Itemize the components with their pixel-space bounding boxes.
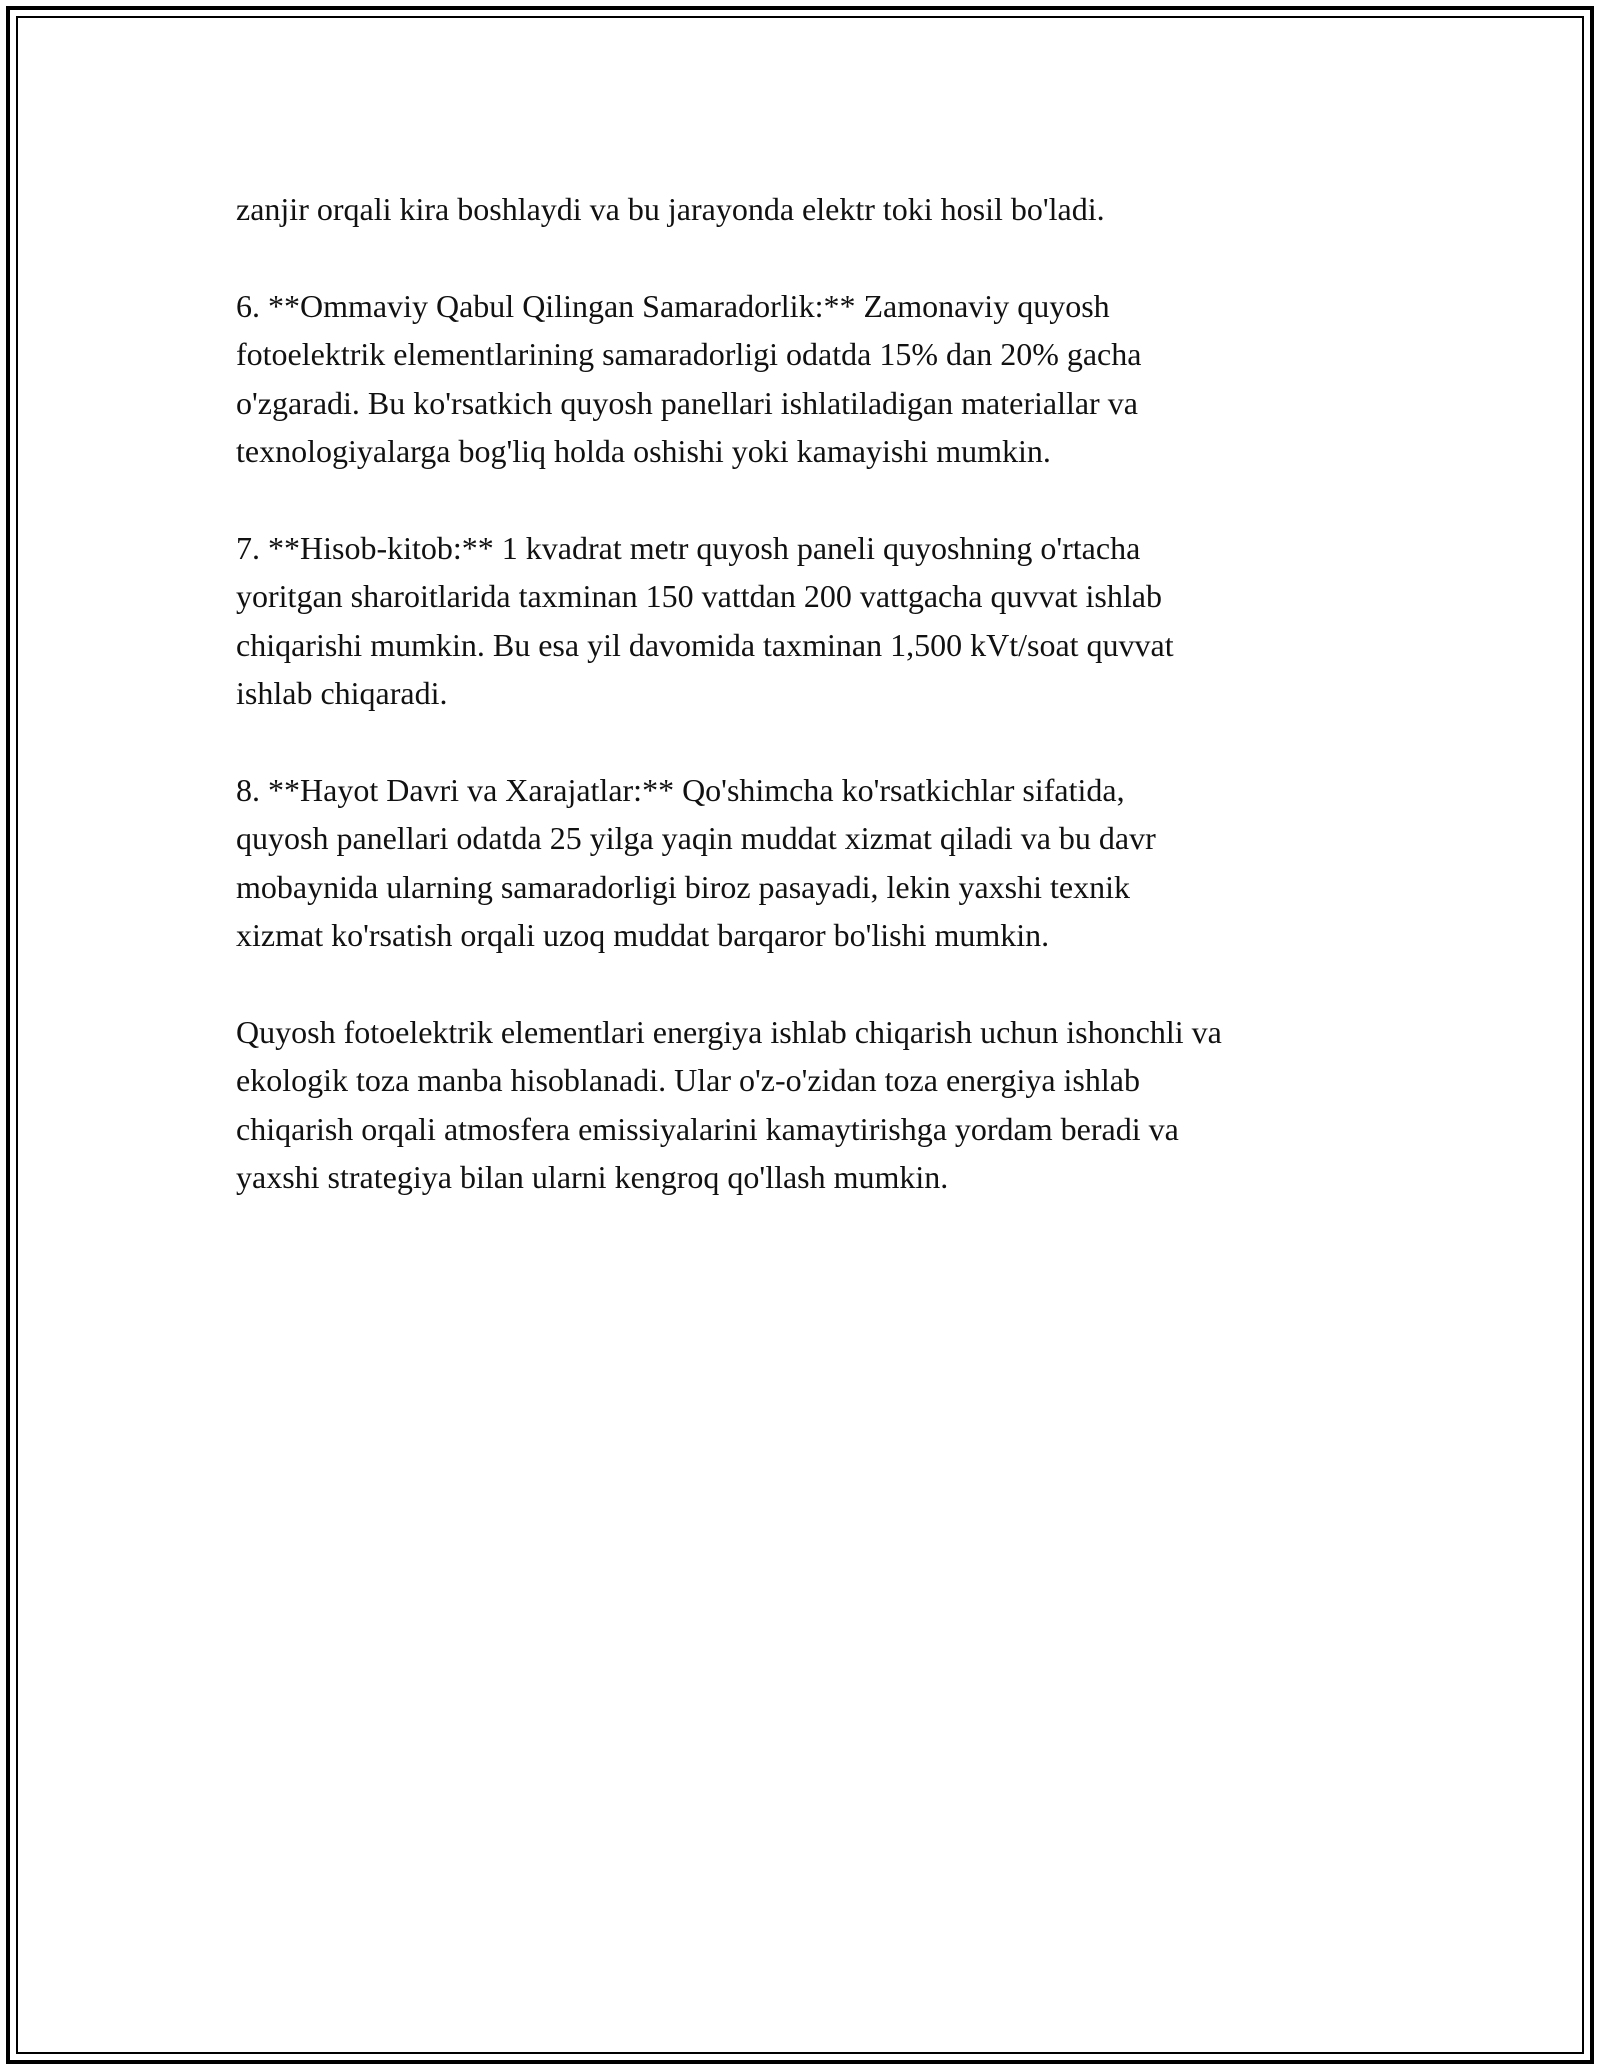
paragraph-continuation: zanjir orqali kira boshlaydi va bu jarayonda elektr toki hosil bo'ladi. [236, 191, 1105, 227]
paragraph-conclusion: Quyosh fotoelektrik elementlari energiya ishlab chiqarish uchun ishonchli va ekologik toza manba hisoblanadi. Ular o'z-o'zidan toza energiya ishlab chiqarish orqali atmosfera emissiyalarini kamaytirishga yordam beradi va yaxshi strategiya bilan ularni kengroq qo'llash mumkin. [236, 1013, 1222, 1196]
paragraph-item-6-efficiency: 6. **Ommaviy Qabul Qilingan Samaradorlik:** Zamonaviy quyosh fotoelektrik elementlarining samaradorligi odatda 15% dan 20% gacha o'zgaradi. Bu ko'rsatkich quyosh panellari ishlatiladigan materiallar va texnologiyalarga bog'liq holda oshishi yoki kamayishi mumkin. [236, 287, 1142, 470]
paragraph-item-8-lifecycle: 8. **Hayot Davri va Xarajatlar:** Qo'shimcha ko'rsatkichlar sifatida, quyosh panellari odatda 25 yilga yaqin muddat xizmat qiladi va bu davr mobaynida ularning samaradorligi biroz pasayadi, lekin yaxshi texnik xizmat ko'rsatish orqali uzoq muddat barqaror bo'lishi mumkin. [236, 771, 1156, 954]
document-body [236, 185, 1386, 1250]
paragraph-item-7-calculation: 7. **Hisob-kitob:** 1 kvadrat metr quyosh paneli quyoshning o'rtacha yoritgan sharoitlarida taxminan 150 vattdan 200 vattgacha quvvat ishlab chiqarishi mumkin. Bu esa yil davomida taxminan 1,500 kVt/soat quvvat ishlab chiqaradi. [236, 529, 1174, 712]
